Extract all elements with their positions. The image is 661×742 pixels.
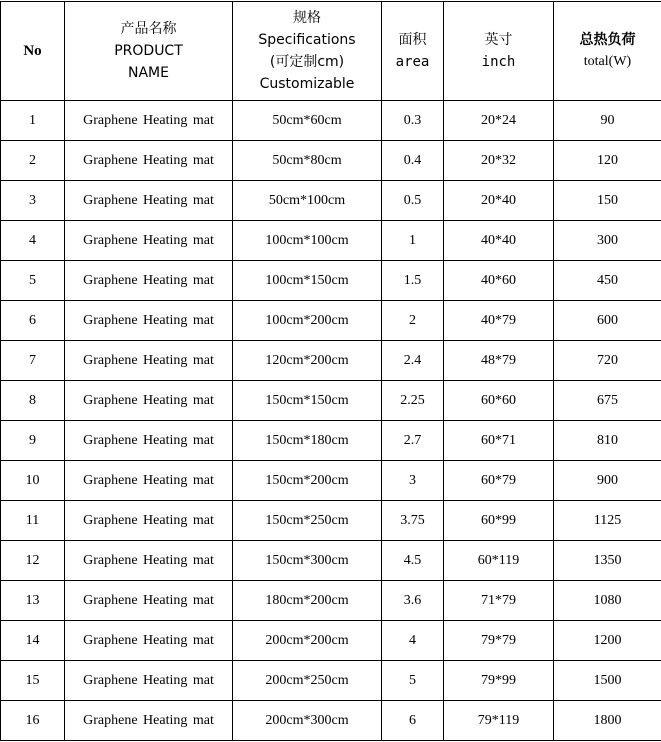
table-row	[1, 381, 661, 421]
cell-product-name: Graphene Heating mat	[65, 301, 233, 341]
cell-specification: 180cm*200cm	[233, 581, 382, 621]
cell-total-watts: 1200	[554, 621, 661, 661]
header-area-zh: 面积	[382, 29, 443, 51]
header-inch-en: inch	[444, 51, 553, 73]
cell-no: 4	[1, 221, 65, 261]
cell-product-name: Graphene Heating mat	[65, 141, 233, 181]
cell-no: 16	[1, 701, 65, 741]
cell-specification: 50cm*80cm	[233, 141, 382, 181]
cell-no: 5	[1, 261, 65, 301]
cell-product-name: Graphene Heating mat	[65, 701, 233, 741]
cell-product-name: Graphene Heating mat	[65, 501, 233, 541]
cell-specification: 100cm*200cm	[233, 301, 382, 341]
header-no: No	[1, 2, 65, 101]
cell-area: 0.3	[382, 101, 444, 141]
product-spec-table	[0, 1, 661, 741]
cell-product-name: Graphene Heating mat	[65, 661, 233, 701]
cell-no: 1	[1, 101, 65, 141]
cell-inch: 40*79	[444, 301, 554, 341]
cell-no: 14	[1, 621, 65, 661]
cell-total-watts: 1350	[554, 541, 661, 581]
cell-specification: 200cm*200cm	[233, 621, 382, 661]
cell-area: 0.5	[382, 181, 444, 221]
table-row	[1, 301, 661, 341]
header-product-name-en-1: PRODUCT	[65, 40, 232, 62]
cell-total-watts: 1500	[554, 661, 661, 701]
cell-area: 2.7	[382, 421, 444, 461]
cell-no: 15	[1, 661, 65, 701]
cell-product-name: Graphene Heating mat	[65, 541, 233, 581]
cell-inch: 71*79	[444, 581, 554, 621]
cell-area: 3.75	[382, 501, 444, 541]
cell-no: 9	[1, 421, 65, 461]
cell-no: 2	[1, 141, 65, 181]
cell-total-watts: 1800	[554, 701, 661, 741]
header-inch	[444, 2, 554, 101]
table-row	[1, 621, 661, 661]
header-total-load	[554, 2, 661, 101]
cell-total-watts: 300	[554, 221, 661, 261]
cell-no: 10	[1, 461, 65, 501]
cell-total-watts: 720	[554, 341, 661, 381]
cell-area: 3	[382, 461, 444, 501]
cell-specification: 100cm*150cm	[233, 261, 382, 301]
table-row	[1, 141, 661, 181]
cell-total-watts: 450	[554, 261, 661, 301]
cell-inch: 40*40	[444, 221, 554, 261]
cell-specification: 100cm*100cm	[233, 221, 382, 261]
cell-product-name: Graphene Heating mat	[65, 421, 233, 461]
cell-area: 0.4	[382, 141, 444, 181]
table-row	[1, 581, 661, 621]
cell-product-name: Graphene Heating mat	[65, 621, 233, 661]
table-row	[1, 661, 661, 701]
table-header	[1, 2, 661, 101]
cell-product-name: Graphene Heating mat	[65, 341, 233, 381]
cell-specification: 120cm*200cm	[233, 341, 382, 381]
cell-product-name: Graphene Heating mat	[65, 261, 233, 301]
header-load-en: total(W)	[554, 51, 661, 73]
cell-no: 11	[1, 501, 65, 541]
table-row	[1, 461, 661, 501]
table-body	[1, 101, 661, 741]
cell-total-watts: 810	[554, 421, 661, 461]
cell-specification: 50cm*100cm	[233, 181, 382, 221]
header-product-name	[65, 2, 233, 101]
cell-specification: 150cm*200cm	[233, 461, 382, 501]
header-load-zh: 总热负荷	[554, 29, 661, 51]
table-row	[1, 501, 661, 541]
cell-inch: 60*71	[444, 421, 554, 461]
cell-area: 1.5	[382, 261, 444, 301]
cell-product-name: Graphene Heating mat	[65, 101, 233, 141]
header-spec-custom-en: Customizable	[233, 73, 381, 95]
cell-area: 2.4	[382, 341, 444, 381]
header-spec-en: Specifications	[233, 29, 381, 51]
cell-product-name: Graphene Heating mat	[65, 461, 233, 501]
cell-no: 7	[1, 341, 65, 381]
cell-no: 13	[1, 581, 65, 621]
cell-total-watts: 900	[554, 461, 661, 501]
header-product-name-zh: 产品名称	[65, 18, 232, 40]
cell-inch: 60*119	[444, 541, 554, 581]
cell-no: 3	[1, 181, 65, 221]
header-area-en: area	[382, 51, 443, 73]
cell-area: 4.5	[382, 541, 444, 581]
header-spec-zh: 规格	[233, 7, 381, 29]
cell-inch: 60*79	[444, 461, 554, 501]
cell-inch: 20*32	[444, 141, 554, 181]
cell-product-name: Graphene Heating mat	[65, 581, 233, 621]
cell-inch: 20*40	[444, 181, 554, 221]
cell-no: 12	[1, 541, 65, 581]
cell-specification: 150cm*150cm	[233, 381, 382, 421]
table-row	[1, 541, 661, 581]
cell-inch: 40*60	[444, 261, 554, 301]
cell-product-name: Graphene Heating mat	[65, 221, 233, 261]
cell-total-watts: 90	[554, 101, 661, 141]
cell-total-watts: 600	[554, 301, 661, 341]
cell-total-watts: 120	[554, 141, 661, 181]
cell-inch: 60*60	[444, 381, 554, 421]
header-inch-zh: 英寸	[444, 29, 553, 51]
cell-specification: 150cm*250cm	[233, 501, 382, 541]
table-row	[1, 221, 661, 261]
cell-total-watts: 675	[554, 381, 661, 421]
cell-area: 3.6	[382, 581, 444, 621]
cell-product-name: Graphene Heating mat	[65, 381, 233, 421]
table-row	[1, 421, 661, 461]
cell-no: 6	[1, 301, 65, 341]
cell-inch: 20*24	[444, 101, 554, 141]
header-spec-custom-zh: (可定制cm)	[233, 51, 381, 73]
cell-area: 4	[382, 621, 444, 661]
table-row	[1, 341, 661, 381]
cell-total-watts: 1125	[554, 501, 661, 541]
cell-area: 1	[382, 221, 444, 261]
cell-specification: 150cm*180cm	[233, 421, 382, 461]
cell-area: 2.25	[382, 381, 444, 421]
cell-area: 6	[382, 701, 444, 741]
table-row	[1, 181, 661, 221]
cell-inch: 48*79	[444, 341, 554, 381]
table-row	[1, 261, 661, 301]
cell-total-watts: 1080	[554, 581, 661, 621]
header-row	[1, 2, 661, 101]
cell-area: 5	[382, 661, 444, 701]
cell-specification: 150cm*300cm	[233, 541, 382, 581]
cell-specification: 200cm*250cm	[233, 661, 382, 701]
cell-inch: 79*99	[444, 661, 554, 701]
header-product-name-en-2: NAME	[65, 62, 232, 84]
table-row	[1, 101, 661, 141]
cell-area: 2	[382, 301, 444, 341]
cell-total-watts: 150	[554, 181, 661, 221]
cell-no: 8	[1, 381, 65, 421]
cell-specification: 200cm*300cm	[233, 701, 382, 741]
table-row	[1, 701, 661, 741]
header-area	[382, 2, 444, 101]
cell-inch: 79*79	[444, 621, 554, 661]
cell-product-name: Graphene Heating mat	[65, 181, 233, 221]
header-specifications	[233, 2, 382, 101]
cell-inch: 60*99	[444, 501, 554, 541]
cell-inch: 79*119	[444, 701, 554, 741]
cell-specification: 50cm*60cm	[233, 101, 382, 141]
